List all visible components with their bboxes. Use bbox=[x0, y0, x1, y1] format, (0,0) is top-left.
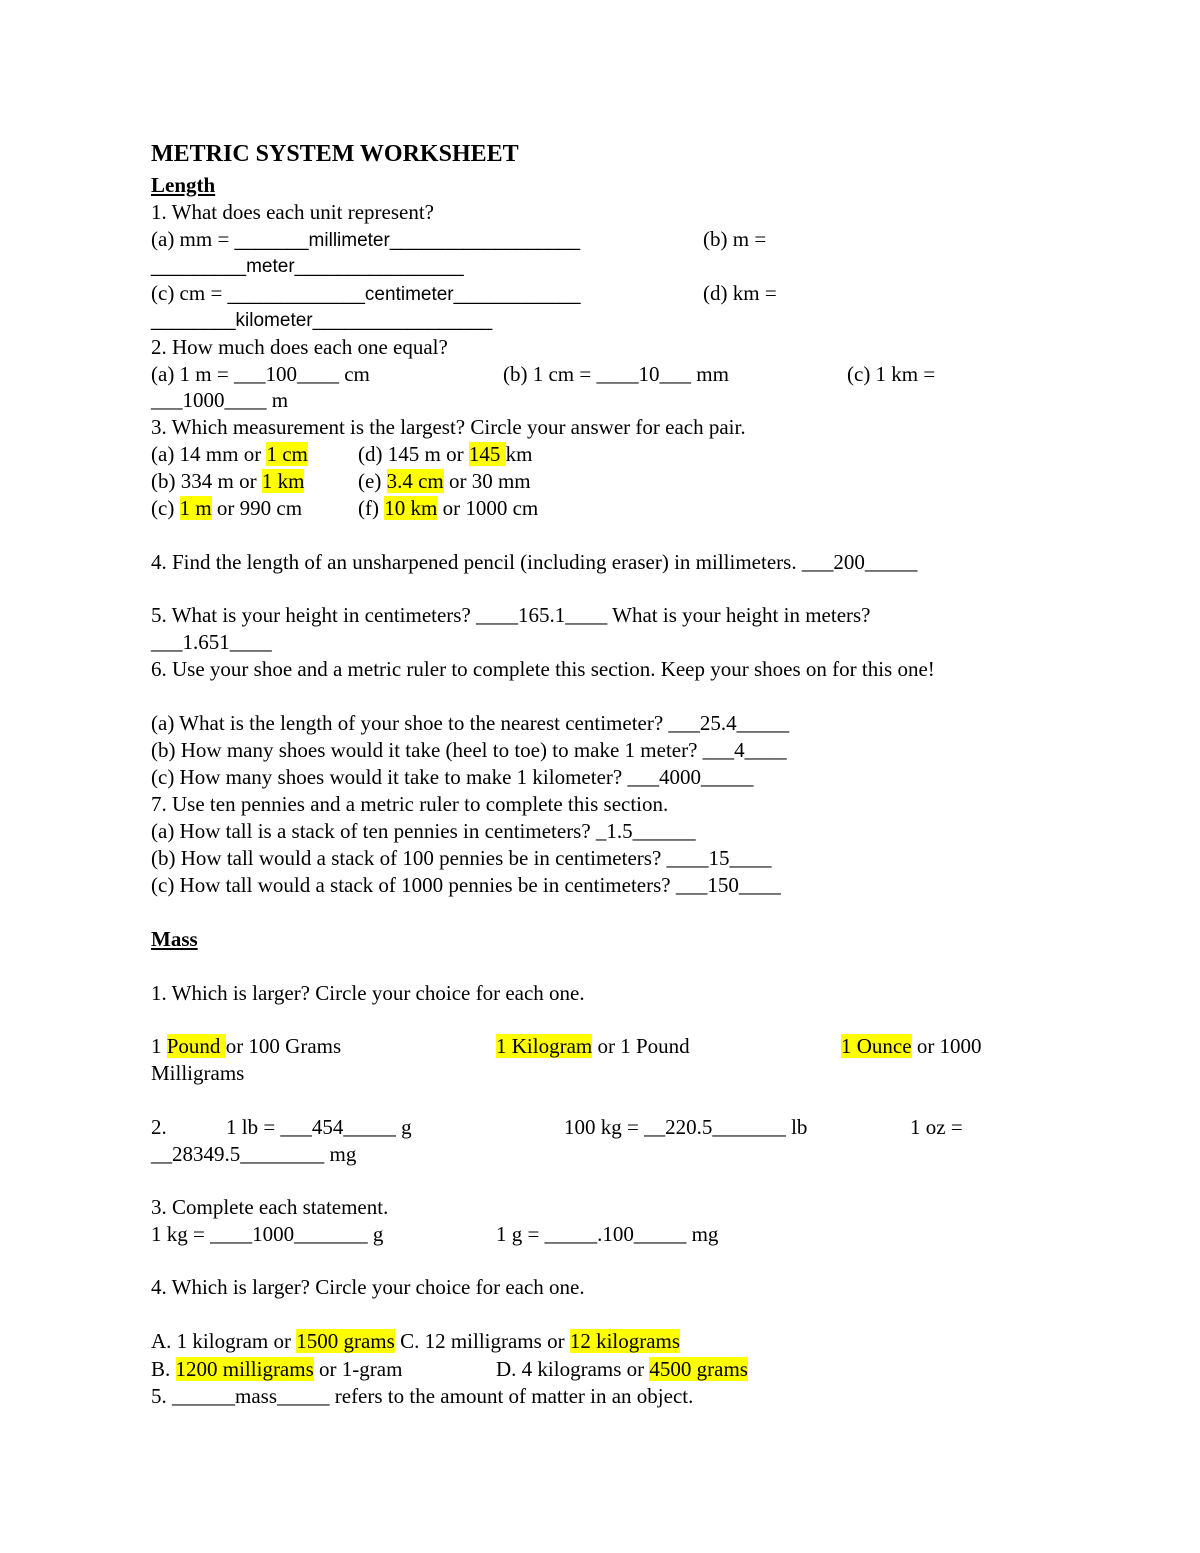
length-q3-f bbox=[358, 495, 538, 522]
length-q3-c-text: (c) bbox=[151, 496, 180, 520]
mass-q3-prompt: 3. Complete each statement. bbox=[151, 1195, 389, 1219]
length-q6-a: (a) What is the length of your shoe to the nearest centimeter? ___25.4_____ bbox=[151, 711, 790, 735]
length-heading: Length bbox=[151, 173, 216, 197]
mass-q1-item2-highlight: 1 Kilogram bbox=[496, 1034, 593, 1058]
mass-q1-item1-highlight: Pound bbox=[166, 1034, 226, 1058]
length-q5-line2: ___1.651____ bbox=[151, 630, 272, 654]
length-q3-b-text: (b) 334 m or bbox=[151, 469, 262, 493]
worksheet-title: METRIC SYSTEM WORKSHEET bbox=[151, 141, 519, 167]
length-q7-prompt: 7. Use ten pennies and a metric ruler to complete this section. bbox=[151, 792, 669, 816]
length-q3-e-text: (e) bbox=[358, 469, 387, 493]
mass-q1-item3 bbox=[841, 1033, 982, 1060]
length-q1-c-answer: _____________centimeter____________ bbox=[227, 284, 581, 305]
length-q3-d bbox=[358, 441, 532, 468]
mass-q1-item1-text: 1 bbox=[151, 1034, 167, 1058]
mass-q2-num: 2. bbox=[151, 1115, 167, 1139]
mass-q4-C-highlight: 12 kilograms bbox=[569, 1329, 681, 1353]
length-q1-c bbox=[151, 280, 580, 308]
mass-q4-B-highlight: 1200 milligrams bbox=[175, 1357, 314, 1381]
length-q3-prompt: 3. Which measurement is the largest? Circle your answer for each pair. bbox=[151, 415, 746, 439]
mass-q1-item3-highlight: 1 Ounce bbox=[841, 1034, 912, 1058]
length-q3-f-rest: or 1000 cm bbox=[437, 496, 539, 520]
mass-q4-A-highlight: 1500 grams bbox=[296, 1329, 395, 1353]
mass-q4-D-text: D. 4 kilograms or bbox=[496, 1357, 650, 1381]
length-q1-a-answer: _______millimeter__________________ bbox=[234, 230, 581, 251]
mass-q1-prompt: 1. Which is larger? Circle your choice for each one. bbox=[151, 981, 585, 1005]
length-q1-d-answer: ________kilometer_________________ bbox=[151, 310, 493, 331]
mass-q4-B bbox=[151, 1356, 402, 1383]
length-q2-b: (b) 1 cm = ____10___ mm bbox=[503, 362, 729, 386]
mass-q2-b: 100 kg = __220.5_______ lb bbox=[564, 1115, 808, 1139]
length-q3-e bbox=[358, 468, 531, 495]
length-q1-prompt: 1. What does each unit represent? bbox=[151, 200, 434, 224]
length-q7-c: (c) How tall would a stack of 1000 pennies be in centimeters? ___150____ bbox=[151, 873, 781, 897]
mass-heading: Mass bbox=[151, 927, 198, 951]
mass-q1-item1-rest: or 100 Grams bbox=[225, 1034, 342, 1058]
length-q3-e-highlight: 3.4 cm bbox=[386, 469, 444, 493]
length-q3-b-highlight: 1 km bbox=[261, 469, 305, 493]
length-q1-b-label: (b) m = bbox=[703, 227, 767, 251]
length-q3-c-rest: or 990 cm bbox=[211, 496, 303, 520]
length-q6-prompt: 6. Use your shoe and a metric ruler to complete this section. Keep your shoes on for this one! bbox=[151, 657, 935, 681]
length-q3-e-rest: or 30 mm bbox=[443, 469, 531, 493]
mass-q4-line1 bbox=[151, 1328, 680, 1355]
length-q7-b: (b) How tall would a stack of 100 pennies be in centimeters? ____15____ bbox=[151, 846, 772, 870]
length-q3-f-text: (f) bbox=[358, 496, 385, 520]
mass-q4-A-text: A. 1 kilogram or bbox=[151, 1329, 297, 1353]
mass-q1-item2-rest: or 1 Pound bbox=[592, 1034, 690, 1058]
mass-q1-item3-rest: or 1000 bbox=[911, 1034, 982, 1058]
mass-q1-item3-cont: Milligrams bbox=[151, 1061, 245, 1085]
length-q6-c: (c) How many shoes would it take to make 1 kilometer? ___4000_____ bbox=[151, 765, 754, 789]
length-q1-d-label: (d) km = bbox=[703, 281, 777, 305]
length-q6-b: (b) How many shoes would it take (heel to toe) to make 1 meter? ___4____ bbox=[151, 738, 787, 762]
mass-q3-b: 1 g = _____.100_____ mg bbox=[496, 1222, 719, 1246]
length-q2-c-answer: ___1000____ m bbox=[151, 388, 289, 412]
mass-q2-a: 1 lb = ___454_____ g bbox=[226, 1115, 412, 1139]
mass-q4-prompt: 4. Which is larger? Circle your choice for each one. bbox=[151, 1275, 585, 1299]
length-q5-line1: 5. What is your height in centimeters? ____165.1____ What is your height in meters? bbox=[151, 603, 871, 627]
length-q3-c-highlight: 1 m bbox=[179, 496, 212, 520]
length-q1-a-label: (a) mm = bbox=[151, 227, 235, 251]
length-q3-a bbox=[151, 441, 308, 468]
mass-q4-D bbox=[496, 1356, 748, 1383]
length-q2-c: (c) 1 km = bbox=[847, 362, 936, 386]
length-q3-a-highlight: 1 cm bbox=[266, 442, 308, 466]
length-q1-b-answer: _________meter________________ bbox=[151, 256, 464, 277]
length-q1-a bbox=[151, 226, 580, 254]
mass-q2-c: 1 oz = bbox=[910, 1115, 963, 1139]
mass-q2-c-answer: __28349.5________ mg bbox=[151, 1142, 357, 1166]
mass-q4-D-highlight: 4500 grams bbox=[649, 1357, 748, 1381]
mass-q1-item1 bbox=[151, 1033, 341, 1060]
mass-q1-item2 bbox=[496, 1033, 690, 1060]
mass-q4-B-text: B. bbox=[151, 1357, 176, 1381]
mass-q4-C-text: C. 12 milligrams or bbox=[394, 1329, 570, 1353]
length-q3-b bbox=[151, 468, 304, 495]
length-q3-d-unit: km bbox=[505, 442, 533, 466]
length-q7-a: (a) How tall is a stack of ten pennies in centimeters? _1.5______ bbox=[151, 819, 696, 843]
mass-q3-a: 1 kg = ____1000_______ g bbox=[151, 1222, 384, 1246]
length-q1-c-label: (c) cm = bbox=[151, 281, 228, 305]
length-q2-prompt: 2. How much does each one equal? bbox=[151, 335, 448, 359]
mass-q4-B-rest: or 1-gram bbox=[313, 1357, 403, 1381]
length-q3-a-text: (a) 14 mm or bbox=[151, 442, 267, 466]
length-q3-c bbox=[151, 495, 302, 522]
length-q3-d-text: (d) 145 m or bbox=[358, 442, 469, 466]
length-q3-d-highlight: 145 bbox=[468, 442, 506, 466]
mass-q5: 5. ______mass_____ refers to the amount of matter in an object. bbox=[151, 1384, 694, 1408]
length-q3-f-highlight: 10 km bbox=[384, 496, 438, 520]
length-q2-a: (a) 1 m = ___100____ cm bbox=[151, 362, 370, 386]
length-q4: 4. Find the length of an unsharpened pencil (including eraser) in millimeters. ___200_____ bbox=[151, 550, 918, 574]
